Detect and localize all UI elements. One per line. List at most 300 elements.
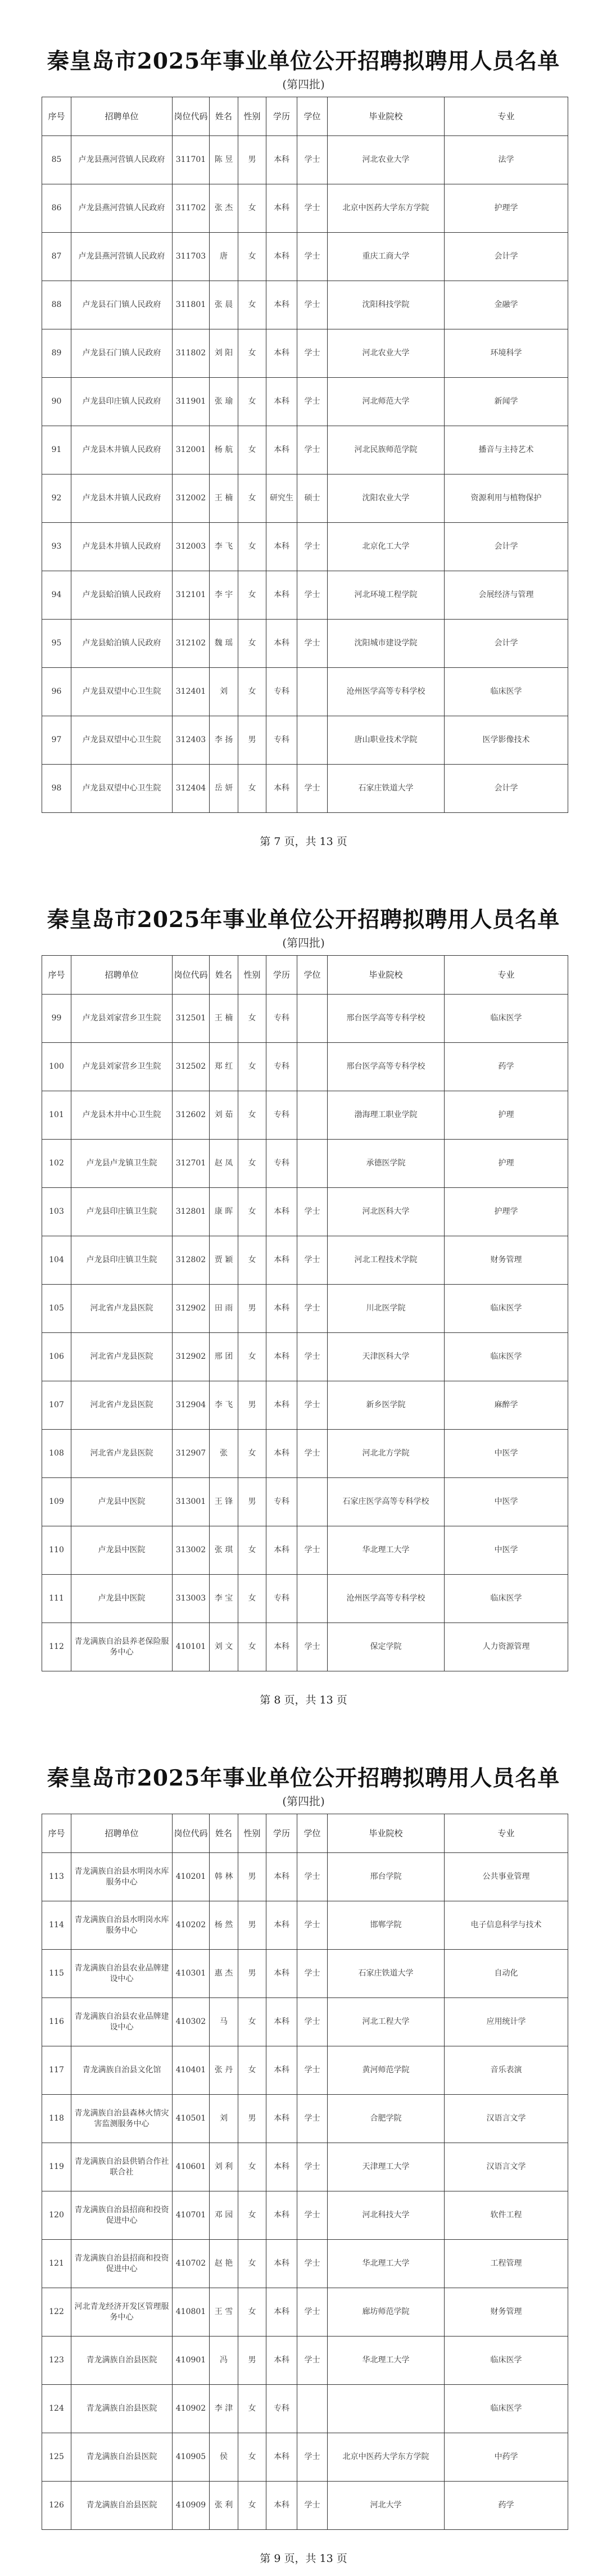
cell-person-name: 李 宝 (210, 1575, 238, 1623)
cell-education: 本科 (266, 765, 297, 813)
column-header-row-number: 序号 (42, 97, 71, 136)
cell-recruiting-unit: 河北省卢龙县医院 (71, 1285, 173, 1333)
cell-position-code: 410702 (173, 2240, 210, 2288)
cell-degree: 学士 (297, 2433, 328, 2482)
cell-graduate-school: 天津理工大学 (328, 2143, 445, 2191)
cell-row-number: 111 (42, 1575, 71, 1623)
cell-row-number: 123 (42, 2337, 71, 2385)
cell-graduate-school: 石家庄医学高等专科学校 (328, 1478, 445, 1526)
cell-degree: 学士 (297, 1285, 328, 1333)
cell-gender: 女 (238, 523, 266, 571)
cell-position-code: 312802 (173, 1236, 210, 1285)
column-header-major: 专业 (445, 1814, 568, 1853)
cell-major: 财务管理 (445, 1236, 568, 1285)
cell-row-number: 89 (42, 329, 71, 378)
cell-recruiting-unit: 卢龙县石门镇人民政府 (71, 329, 173, 378)
page-title: 秦皇岛市2025年事业单位公开招聘拟聘用人员名单 (47, 1765, 560, 1791)
cell-gender: 男 (238, 1478, 266, 1526)
column-header-education: 学历 (266, 1814, 297, 1853)
cell-row-number: 105 (42, 1285, 71, 1333)
cell-major: 公共事业管理 (445, 1853, 568, 1901)
cell-position-code: 410902 (173, 2385, 210, 2433)
cell-position-code: 410302 (173, 1998, 210, 2046)
cell-row-number: 122 (42, 2288, 71, 2337)
table-row (42, 2240, 568, 2288)
cell-education: 本科 (266, 1381, 297, 1430)
cell-education: 专科 (266, 716, 297, 765)
cell-row-number: 119 (42, 2143, 71, 2191)
cell-gender: 男 (238, 1381, 266, 1430)
cell-graduate-school: 廊坊师范学院 (328, 2288, 445, 2337)
cell-graduate-school: 重庆工商大学 (328, 233, 445, 281)
cell-degree: 学士 (297, 2143, 328, 2191)
cell-row-number: 97 (42, 716, 71, 765)
cell-gender: 女 (238, 2191, 266, 2240)
cell-education: 本科 (266, 1950, 297, 1998)
table-row (42, 2385, 568, 2433)
cell-education: 本科 (266, 2191, 297, 2240)
cell-graduate-school: 北京化工大学 (328, 523, 445, 571)
cell-gender: 女 (238, 765, 266, 813)
hire-list-table (42, 955, 568, 1671)
cell-gender: 女 (238, 474, 266, 523)
cell-row-number: 85 (42, 136, 71, 184)
cell-degree: 学士 (297, 2337, 328, 2385)
cell-row-number: 121 (42, 2240, 71, 2288)
cell-gender: 女 (238, 2433, 266, 2482)
cell-row-number: 103 (42, 1188, 71, 1236)
cell-position-code: 312102 (173, 620, 210, 668)
cell-gender: 女 (238, 620, 266, 668)
cell-major: 临床医学 (445, 1333, 568, 1381)
cell-major: 麻醉学 (445, 1381, 568, 1430)
cell-recruiting-unit: 河北省卢龙县医院 (71, 1381, 173, 1430)
cell-major: 音乐表演 (445, 2046, 568, 2095)
cell-gender: 女 (238, 571, 266, 620)
cell-major: 护理学 (445, 1188, 568, 1236)
table-row (42, 1998, 568, 2046)
cell-major: 临床医学 (445, 668, 568, 716)
cell-education: 本科 (266, 2433, 297, 2482)
cell-education: 本科 (266, 1623, 297, 1671)
cell-row-number: 112 (42, 1623, 71, 1671)
cell-person-name: 张 瑜 (210, 378, 238, 426)
table-row (42, 1236, 568, 1285)
cell-recruiting-unit: 青龙满族自治县农业品牌建设中心 (71, 1998, 173, 2046)
cell-row-number: 92 (42, 474, 71, 523)
column-header-gender: 性别 (238, 97, 266, 136)
cell-position-code: 312403 (173, 716, 210, 765)
cell-recruiting-unit: 青龙满族自治县文化馆 (71, 2046, 173, 2095)
table-row (42, 620, 568, 668)
document-page (0, 0, 607, 858)
table-row (42, 1091, 568, 1140)
cell-recruiting-unit: 河北省卢龙县医院 (71, 1430, 173, 1478)
batch-subtitle: (第四批) (282, 78, 325, 91)
cell-major: 中医学 (445, 1430, 568, 1478)
cell-gender: 女 (238, 281, 266, 329)
cell-degree: 学士 (297, 2240, 328, 2288)
cell-person-name: 魏 瑶 (210, 620, 238, 668)
cell-education: 本科 (266, 1526, 297, 1575)
column-header-major: 专业 (445, 97, 568, 136)
cell-gender: 女 (238, 378, 266, 426)
cell-person-name: 张 (210, 1430, 238, 1478)
cell-recruiting-unit: 青龙满族自治县招商和投资促进中心 (71, 2191, 173, 2240)
cell-education: 本科 (266, 136, 297, 184)
cell-education: 专科 (266, 1575, 297, 1623)
cell-position-code: 410601 (173, 2143, 210, 2191)
table-row (42, 378, 568, 426)
cell-graduate-school: 河北环境工程学院 (328, 571, 445, 620)
column-header-graduate-school: 毕业院校 (328, 1814, 445, 1853)
table-row (42, 571, 568, 620)
cell-row-number: 108 (42, 1430, 71, 1478)
cell-gender: 男 (238, 716, 266, 765)
cell-degree: 学士 (297, 184, 328, 233)
cell-position-code: 410501 (173, 2095, 210, 2143)
cell-degree (297, 1091, 328, 1140)
cell-major: 会计学 (445, 233, 568, 281)
cell-position-code: 410101 (173, 1623, 210, 1671)
cell-education: 本科 (266, 2046, 297, 2095)
cell-gender: 女 (238, 1623, 266, 1671)
cell-row-number: 88 (42, 281, 71, 329)
cell-person-name: 唐 (210, 233, 238, 281)
column-header-row-number: 序号 (42, 1814, 71, 1853)
table-row (42, 1381, 568, 1430)
cell-major: 临床医学 (445, 1285, 568, 1333)
column-header-person-name: 姓名 (210, 1814, 238, 1853)
cell-education: 本科 (266, 1430, 297, 1478)
cell-position-code: 311701 (173, 136, 210, 184)
cell-recruiting-unit: 卢龙县石门镇人民政府 (71, 281, 173, 329)
cell-position-code: 311802 (173, 329, 210, 378)
cell-graduate-school: 沈阳科技学院 (328, 281, 445, 329)
cell-row-number: 95 (42, 620, 71, 668)
cell-gender: 女 (238, 1526, 266, 1575)
cell-major: 播音与主持艺术 (445, 426, 568, 474)
cell-education: 专科 (266, 1478, 297, 1526)
cell-gender: 女 (238, 2240, 266, 2288)
cell-person-name: 张 丹 (210, 2046, 238, 2095)
cell-graduate-school: 沈阳城市建设学院 (328, 620, 445, 668)
hire-list-table (42, 1814, 568, 2530)
table-row (42, 1333, 568, 1381)
cell-position-code: 312501 (173, 995, 210, 1043)
cell-graduate-school: 河北师范大学 (328, 378, 445, 426)
cell-degree: 学士 (297, 1901, 328, 1950)
table-row (42, 136, 568, 184)
cell-graduate-school: 川北医学院 (328, 1285, 445, 1333)
cell-gender: 女 (238, 1998, 266, 2046)
cell-education: 专科 (266, 2385, 297, 2433)
table-row (42, 995, 568, 1043)
cell-education: 本科 (266, 281, 297, 329)
cell-recruiting-unit: 卢龙县双望中心卫生院 (71, 716, 173, 765)
cell-major: 中医学 (445, 1526, 568, 1575)
cell-position-code: 312801 (173, 1188, 210, 1236)
table-row (42, 281, 568, 329)
cell-row-number: 116 (42, 1998, 71, 2046)
cell-education: 本科 (266, 620, 297, 668)
cell-major: 工程管理 (445, 2240, 568, 2288)
cell-recruiting-unit: 青龙满族自治县医院 (71, 2385, 173, 2433)
table-row (42, 2337, 568, 2385)
table-header-row (42, 956, 568, 995)
cell-recruiting-unit: 卢龙县印庄镇卫生院 (71, 1188, 173, 1236)
cell-major: 应用统计学 (445, 1998, 568, 2046)
cell-degree: 学士 (297, 1430, 328, 1478)
cell-person-name: 李 津 (210, 2385, 238, 2433)
column-header-recruiting-unit: 招聘单位 (71, 97, 173, 136)
cell-education: 本科 (266, 1236, 297, 1285)
batch-subtitle: (第四批) (282, 936, 325, 950)
cell-person-name: 韩 林 (210, 1853, 238, 1901)
cell-degree: 学士 (297, 233, 328, 281)
cell-recruiting-unit: 卢龙县中医院 (71, 1478, 173, 1526)
column-header-person-name: 姓名 (210, 97, 238, 136)
cell-person-name: 王 锋 (210, 1478, 238, 1526)
cell-gender: 男 (238, 1285, 266, 1333)
cell-recruiting-unit: 青龙满族自治县农业品牌建设中心 (71, 1950, 173, 1998)
cell-degree: 学士 (297, 1188, 328, 1236)
column-header-major: 专业 (445, 956, 568, 995)
cell-graduate-school: 河北大学 (328, 2482, 445, 2530)
cell-major: 法学 (445, 136, 568, 184)
cell-position-code: 410701 (173, 2191, 210, 2240)
cell-recruiting-unit: 青龙满族自治县森林火情灾害监测服务中心 (71, 2095, 173, 2143)
cell-graduate-school: 河北农业大学 (328, 136, 445, 184)
table-header-row (42, 97, 568, 136)
cell-gender: 女 (238, 1430, 266, 1478)
cell-person-name: 张 琪 (210, 1526, 238, 1575)
cell-graduate-school: 北京中医药大学东方学院 (328, 2433, 445, 2482)
cell-graduate-school: 天津医科大学 (328, 1333, 445, 1381)
cell-education: 本科 (266, 378, 297, 426)
cell-education: 本科 (266, 1333, 297, 1381)
cell-graduate-school: 石家庄铁道大学 (328, 765, 445, 813)
cell-gender: 男 (238, 1950, 266, 1998)
cell-major: 护理学 (445, 184, 568, 233)
cell-person-name: 张 晨 (210, 281, 238, 329)
table-row (42, 523, 568, 571)
cell-recruiting-unit: 卢龙县木井镇人民政府 (71, 474, 173, 523)
cell-major: 药学 (445, 2482, 568, 2530)
cell-position-code: 313003 (173, 1575, 210, 1623)
table-row (42, 2433, 568, 2482)
cell-person-name: 李 扬 (210, 716, 238, 765)
cell-degree (297, 2385, 328, 2433)
cell-person-name: 李 飞 (210, 1381, 238, 1430)
cell-degree: 硕士 (297, 474, 328, 523)
cell-row-number: 125 (42, 2433, 71, 2482)
cell-recruiting-unit: 卢龙县双望中心卫生院 (71, 668, 173, 716)
cell-graduate-school: 河北民族师范学院 (328, 426, 445, 474)
table-row (42, 1575, 568, 1623)
cell-person-name: 马 (210, 1998, 238, 2046)
cell-row-number: 126 (42, 2482, 71, 2530)
cell-graduate-school: 黄河师范学院 (328, 2046, 445, 2095)
cell-person-name: 张 杰 (210, 184, 238, 233)
table-row (42, 2095, 568, 2143)
cell-degree (297, 668, 328, 716)
cell-position-code: 312701 (173, 1140, 210, 1188)
table-row (42, 1140, 568, 1188)
cell-degree: 学士 (297, 1333, 328, 1381)
cell-recruiting-unit: 卢龙县燕河营镇人民政府 (71, 136, 173, 184)
cell-row-number: 100 (42, 1043, 71, 1091)
cell-major: 会计学 (445, 523, 568, 571)
cell-graduate-school (328, 2385, 445, 2433)
cell-major: 财务管理 (445, 2288, 568, 2337)
cell-position-code: 313001 (173, 1478, 210, 1526)
cell-person-name: 郑 红 (210, 1043, 238, 1091)
table-header-row (42, 1814, 568, 1853)
cell-gender: 男 (238, 1901, 266, 1950)
cell-person-name: 赵 凤 (210, 1140, 238, 1188)
cell-major: 会展经济与管理 (445, 571, 568, 620)
cell-row-number: 110 (42, 1526, 71, 1575)
table-row (42, 2482, 568, 2530)
cell-recruiting-unit: 卢龙县印庄镇卫生院 (71, 1236, 173, 1285)
cell-row-number: 109 (42, 1478, 71, 1526)
cell-position-code: 312404 (173, 765, 210, 813)
cell-education: 本科 (266, 1901, 297, 1950)
cell-gender: 男 (238, 2337, 266, 2385)
batch-subtitle: (第四批) (282, 1795, 325, 1808)
cell-graduate-school: 河北北方学院 (328, 1430, 445, 1478)
cell-row-number: 86 (42, 184, 71, 233)
cell-person-name: 刘 文 (210, 1623, 238, 1671)
cell-position-code: 312401 (173, 668, 210, 716)
cell-education: 本科 (266, 2095, 297, 2143)
cell-recruiting-unit: 卢龙县木井镇人民政府 (71, 523, 173, 571)
cell-row-number: 90 (42, 378, 71, 426)
cell-degree: 学士 (297, 571, 328, 620)
cell-education: 本科 (266, 1285, 297, 1333)
cell-row-number: 107 (42, 1381, 71, 1430)
cell-person-name: 田 雨 (210, 1285, 238, 1333)
cell-row-number: 115 (42, 1950, 71, 1998)
cell-degree: 学士 (297, 1853, 328, 1901)
cell-person-name: 贾 颖 (210, 1236, 238, 1285)
column-header-gender: 性别 (238, 1814, 266, 1853)
cell-degree: 学士 (297, 378, 328, 426)
cell-graduate-school: 合肥学院 (328, 2095, 445, 2143)
cell-row-number: 87 (42, 233, 71, 281)
table-row (42, 329, 568, 378)
cell-row-number: 120 (42, 2191, 71, 2240)
column-header-position-code: 岗位代码 (173, 97, 210, 136)
cell-person-name: 刘 (210, 2095, 238, 2143)
cell-recruiting-unit: 卢龙县双望中心卫生院 (71, 765, 173, 813)
cell-gender: 女 (238, 426, 266, 474)
column-header-gender: 性别 (238, 956, 266, 995)
cell-graduate-school: 承德医学院 (328, 1140, 445, 1188)
table-row (42, 1901, 568, 1950)
cell-row-number: 99 (42, 995, 71, 1043)
cell-recruiting-unit: 青龙满族自治县水明岗水库服务中心 (71, 1853, 173, 1901)
cell-recruiting-unit: 卢龙县木井中心卫生院 (71, 1091, 173, 1140)
table-row (42, 2191, 568, 2240)
cell-row-number: 104 (42, 1236, 71, 1285)
cell-education: 本科 (266, 2482, 297, 2530)
cell-position-code: 312502 (173, 1043, 210, 1091)
column-header-graduate-school: 毕业院校 (328, 956, 445, 995)
cell-person-name: 康 晖 (210, 1188, 238, 1236)
cell-degree: 学士 (297, 1950, 328, 1998)
cell-degree (297, 1575, 328, 1623)
table-row (42, 1478, 568, 1526)
cell-recruiting-unit: 青龙满族自治县招商和投资促进中心 (71, 2240, 173, 2288)
table-row (42, 2143, 568, 2191)
cell-recruiting-unit: 卢龙县印庄镇人民政府 (71, 378, 173, 426)
cell-major: 汉语言文学 (445, 2095, 568, 2143)
cell-degree: 学士 (297, 2046, 328, 2095)
column-header-education: 学历 (266, 97, 297, 136)
cell-degree: 学士 (297, 1623, 328, 1671)
cell-degree: 学士 (297, 2191, 328, 2240)
page-title: 秦皇岛市2025年事业单位公开招聘拟聘用人员名单 (47, 907, 560, 933)
table-row (42, 1623, 568, 1671)
page-footer: 第 9 页，共 13 页 (260, 2552, 347, 2565)
cell-person-name: 陈 昱 (210, 136, 238, 184)
cell-gender: 女 (238, 1188, 266, 1236)
cell-major: 医学影像技术 (445, 716, 568, 765)
cell-row-number: 96 (42, 668, 71, 716)
cell-person-name: 王 楠 (210, 995, 238, 1043)
cell-person-name: 赵 艳 (210, 2240, 238, 2288)
cell-gender: 女 (238, 2385, 266, 2433)
cell-education: 本科 (266, 2240, 297, 2288)
cell-degree: 学士 (297, 765, 328, 813)
table-row (42, 765, 568, 813)
cell-major: 金融学 (445, 281, 568, 329)
cell-major: 新闻学 (445, 378, 568, 426)
cell-recruiting-unit: 卢龙县燕河营镇人民政府 (71, 233, 173, 281)
table-row (42, 2288, 568, 2337)
cell-graduate-school: 河北科技大学 (328, 2191, 445, 2240)
table-row (42, 233, 568, 281)
table-row (42, 184, 568, 233)
cell-degree: 学士 (297, 2095, 328, 2143)
cell-recruiting-unit: 青龙满族自治县医院 (71, 2433, 173, 2482)
cell-person-name: 李 宇 (210, 571, 238, 620)
column-header-degree: 学位 (297, 97, 328, 136)
column-header-recruiting-unit: 招聘单位 (71, 956, 173, 995)
cell-person-name: 刘 茹 (210, 1091, 238, 1140)
cell-major: 临床医学 (445, 2337, 568, 2385)
cell-row-number: 106 (42, 1333, 71, 1381)
cell-graduate-school: 保定学院 (328, 1623, 445, 1671)
cell-education: 专科 (266, 1140, 297, 1188)
cell-major: 药学 (445, 1043, 568, 1091)
cell-position-code: 312907 (173, 1430, 210, 1478)
cell-position-code: 311702 (173, 184, 210, 233)
cell-degree: 学士 (297, 1236, 328, 1285)
cell-position-code: 410801 (173, 2288, 210, 2337)
cell-education: 本科 (266, 2288, 297, 2337)
hire-list-table (42, 97, 568, 813)
cell-person-name: 张 利 (210, 2482, 238, 2530)
cell-gender: 女 (238, 2143, 266, 2191)
page-footer: 第 8 页，共 13 页 (260, 1694, 347, 1706)
cell-graduate-school: 新乡医学院 (328, 1381, 445, 1430)
cell-position-code: 410401 (173, 2046, 210, 2095)
cell-position-code: 410909 (173, 2482, 210, 2530)
cell-major: 护理 (445, 1091, 568, 1140)
